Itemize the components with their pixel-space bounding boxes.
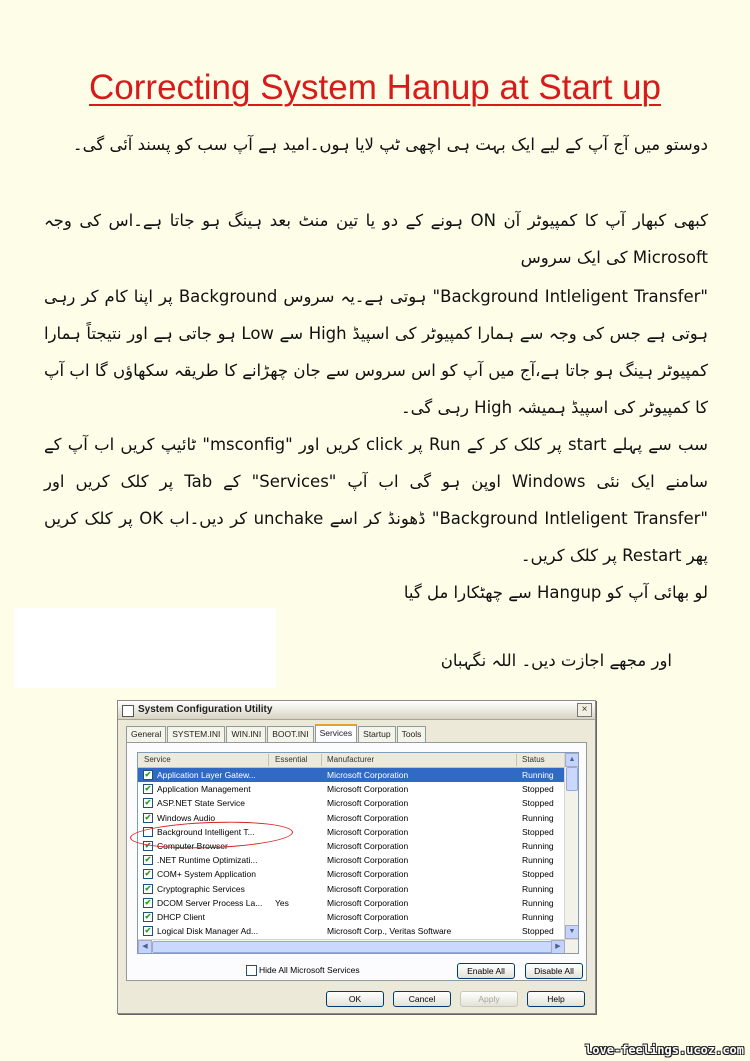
horizontal-scrollbar[interactable] [138, 939, 578, 953]
service-name: Application Management [157, 784, 251, 795]
service-row[interactable] [138, 782, 564, 796]
column-divider[interactable] [516, 754, 517, 766]
service-manufacturer: Microsoft Corporation [327, 840, 409, 851]
service-status: Stopped [522, 784, 554, 795]
service-manufacturer: Microsoft Corporation [327, 784, 409, 795]
apply-button[interactable]: Apply [460, 991, 518, 1007]
service-status: Running [522, 812, 554, 823]
service-row[interactable] [138, 768, 564, 782]
paragraph-steps: سب سے پہلے start پر کلک کر کے Run پر click کریں اور "msconfig" ٹائیپ کریں اب آپ کے سامنے ایک نئی Windows اوپن ہو گی اب آپ "Services" کے Tab پر کلک کریں اور "Background Intleligent Transfer" ڈھونڈ کر اسے unchake کر دیں۔اب OK پر کلک کریں پھر Restart پر کلک کریں۔ [44, 435, 708, 565]
services-panel [126, 742, 587, 981]
service-checkbox[interactable]: ✔ [144, 855, 152, 865]
close-icon[interactable]: × [577, 703, 592, 717]
tab-bar [126, 726, 427, 742]
service-manufacturer: Microsoft Corporation [327, 812, 409, 823]
horizontal-scroll-thumb[interactable] [152, 941, 552, 953]
service-status: Running [522, 855, 554, 866]
help-button[interactable]: Help [527, 991, 585, 1007]
service-status: Stopped [522, 826, 554, 837]
signoff-text: اور مجھے اجازت دیں۔ اللہ نگہبان [440, 651, 672, 670]
disable-all-button[interactable]: Disable All [525, 963, 583, 979]
service-status: Running [522, 840, 554, 851]
ok-button[interactable]: OK [326, 991, 384, 1007]
service-checkbox[interactable]: ✔ [144, 911, 152, 921]
service-name: Background Intelligent T... [157, 826, 255, 837]
service-checkbox[interactable]: ✔ [144, 812, 152, 822]
dialog-titlebar[interactable] [118, 701, 595, 720]
paragraph-cause: کبھی کبھار آپ کا کمپیوٹر آن ON ہونے کے دو یا تین منٹ بعد ہینگ ہو جاتا ہے۔اس کی وجہ Microsoft کی ایک سروس [44, 211, 708, 267]
service-name: DHCP Client [157, 911, 206, 922]
service-name: Windows Audio [157, 812, 216, 823]
service-name: DCOM Server Process La... [157, 897, 263, 908]
service-status: Running [522, 897, 554, 908]
service-row[interactable] [138, 924, 564, 938]
column-divider[interactable] [268, 754, 269, 766]
column-divider[interactable] [321, 754, 322, 766]
paragraph-result: لو بھائی آپ کو Hangup سے چھٹکارا مل گیا [403, 583, 708, 602]
service-name: Cryptographic Services [157, 883, 245, 894]
service-checkbox[interactable]: ✔ [144, 926, 152, 936]
service-essential: Yes [275, 897, 289, 908]
service-name: Computer Browser [157, 840, 228, 851]
tab-system-ini[interactable]: SYSTEM.INI [167, 726, 225, 742]
dialog-title: System Configuration Utility [138, 704, 273, 715]
service-row[interactable] [138, 896, 564, 910]
service-checkbox[interactable]: ✔ [144, 798, 152, 808]
tab-startup[interactable]: Startup [358, 726, 395, 742]
service-name: Logical Disk Manager Ad... [157, 926, 259, 937]
tab-boot-ini[interactable]: BOOT.INI [267, 726, 313, 742]
service-row[interactable] [138, 796, 564, 810]
watermark: love-feelings.ucoz.com [585, 1043, 744, 1057]
service-manufacturer: Microsoft Corporation [327, 911, 409, 922]
system-config-dialog [117, 700, 596, 1014]
service-row[interactable] [138, 882, 564, 896]
service-manufacturer: Microsoft Corporation [327, 883, 409, 894]
enable-all-button[interactable]: Enable All [457, 963, 515, 979]
scroll-down-icon[interactable]: ▼ [565, 925, 579, 939]
hide-ms-services-label: Hide All Microsoft Services [259, 965, 360, 975]
tab-win-ini[interactable]: WIN.INI [226, 726, 266, 742]
scroll-left-icon[interactable]: ◀ [138, 940, 152, 954]
service-manufacturer: Microsoft Corp., Veritas Software [327, 926, 452, 937]
tab-tools[interactable]: Tools [397, 726, 427, 742]
service-name: COM+ System Application [157, 869, 256, 880]
column-header-status[interactable]: Status [522, 755, 545, 764]
vertical-scrollbar[interactable] [564, 753, 578, 939]
tab-general[interactable]: General [126, 726, 166, 742]
service-manufacturer: Microsoft Corporation [327, 897, 409, 908]
paragraph-intro: دوستو میں آج آپ کے لیے ایک بہت ہی اچھی ٹپ لایا ہوں۔امید ہے آپ سب کو پسند آئی گی۔ [72, 135, 708, 154]
service-checkbox[interactable]: ✔ [144, 840, 152, 850]
service-checkbox[interactable]: ✔ [144, 784, 152, 794]
service-status: Running [522, 911, 554, 922]
service-manufacturer: Microsoft Corporation [327, 798, 409, 809]
service-checkbox[interactable]: ✔ [144, 869, 152, 879]
blank-area [14, 608, 276, 688]
tab-services[interactable]: Services [315, 724, 358, 743]
service-status: Stopped [522, 926, 554, 937]
service-manufacturer: Microsoft Corporation [327, 826, 409, 837]
service-checkbox[interactable]: ✔ [144, 897, 152, 907]
service-status: Running [522, 883, 554, 894]
service-status: Stopped [522, 869, 554, 880]
column-header-service[interactable]: Service [144, 755, 171, 764]
scroll-right-icon[interactable]: ▶ [551, 940, 565, 954]
checkbox-box[interactable] [246, 965, 257, 976]
service-manufacturer: Microsoft Corporation [327, 869, 409, 880]
paragraph-explanation: "Background Intleligent Transfer" ہوتی ہے۔یہ سروس Background پر اپنا کام کر رہی ہوتی ہے جس کی وجہ سے ہمارا کمپیوٹر کی اسپیڈ High سے Low ہو جاتی ہے اور نتیجتاً ہمارا کمپیوٹر ہینگ ہو جاتا ہے،آج میں آپ کو اس سروس سے جان چھڑانے کا طریقہ سکھاؤں گا اب آپ کا کمپیوٹر کی اسپیڈ ہمیشہ High رہی گی۔ [44, 287, 708, 417]
scroll-up-icon[interactable]: ▲ [565, 753, 579, 767]
service-row[interactable] [138, 867, 564, 881]
page-title: Correcting System Hanup at Start up [89, 68, 661, 107]
service-row[interactable] [138, 853, 564, 867]
service-name: ASP.NET State Service [157, 798, 246, 809]
service-name: Application Layer Gatew... [157, 770, 256, 780]
app-icon [122, 705, 134, 717]
vertical-scroll-thumb[interactable] [566, 767, 578, 791]
service-manufacturer: Microsoft Corporation [327, 855, 409, 866]
cancel-button[interactable]: Cancel [393, 991, 451, 1007]
service-status: Running [522, 770, 554, 780]
service-checkbox[interactable]: ✔ [144, 883, 152, 893]
service-rows [138, 768, 564, 938]
service-row[interactable] [138, 910, 564, 924]
list-header [138, 753, 564, 768]
service-checkbox[interactable]: ✔ [144, 770, 152, 779]
service-status: Stopped [522, 798, 554, 809]
column-header-essential[interactable]: Essential [275, 755, 308, 764]
service-name: .NET Runtime Optimizati... [157, 855, 258, 866]
services-list [137, 752, 579, 954]
service-manufacturer: Microsoft Corporation [327, 770, 409, 780]
column-header-manufacturer[interactable]: Manufacturer [327, 755, 375, 764]
